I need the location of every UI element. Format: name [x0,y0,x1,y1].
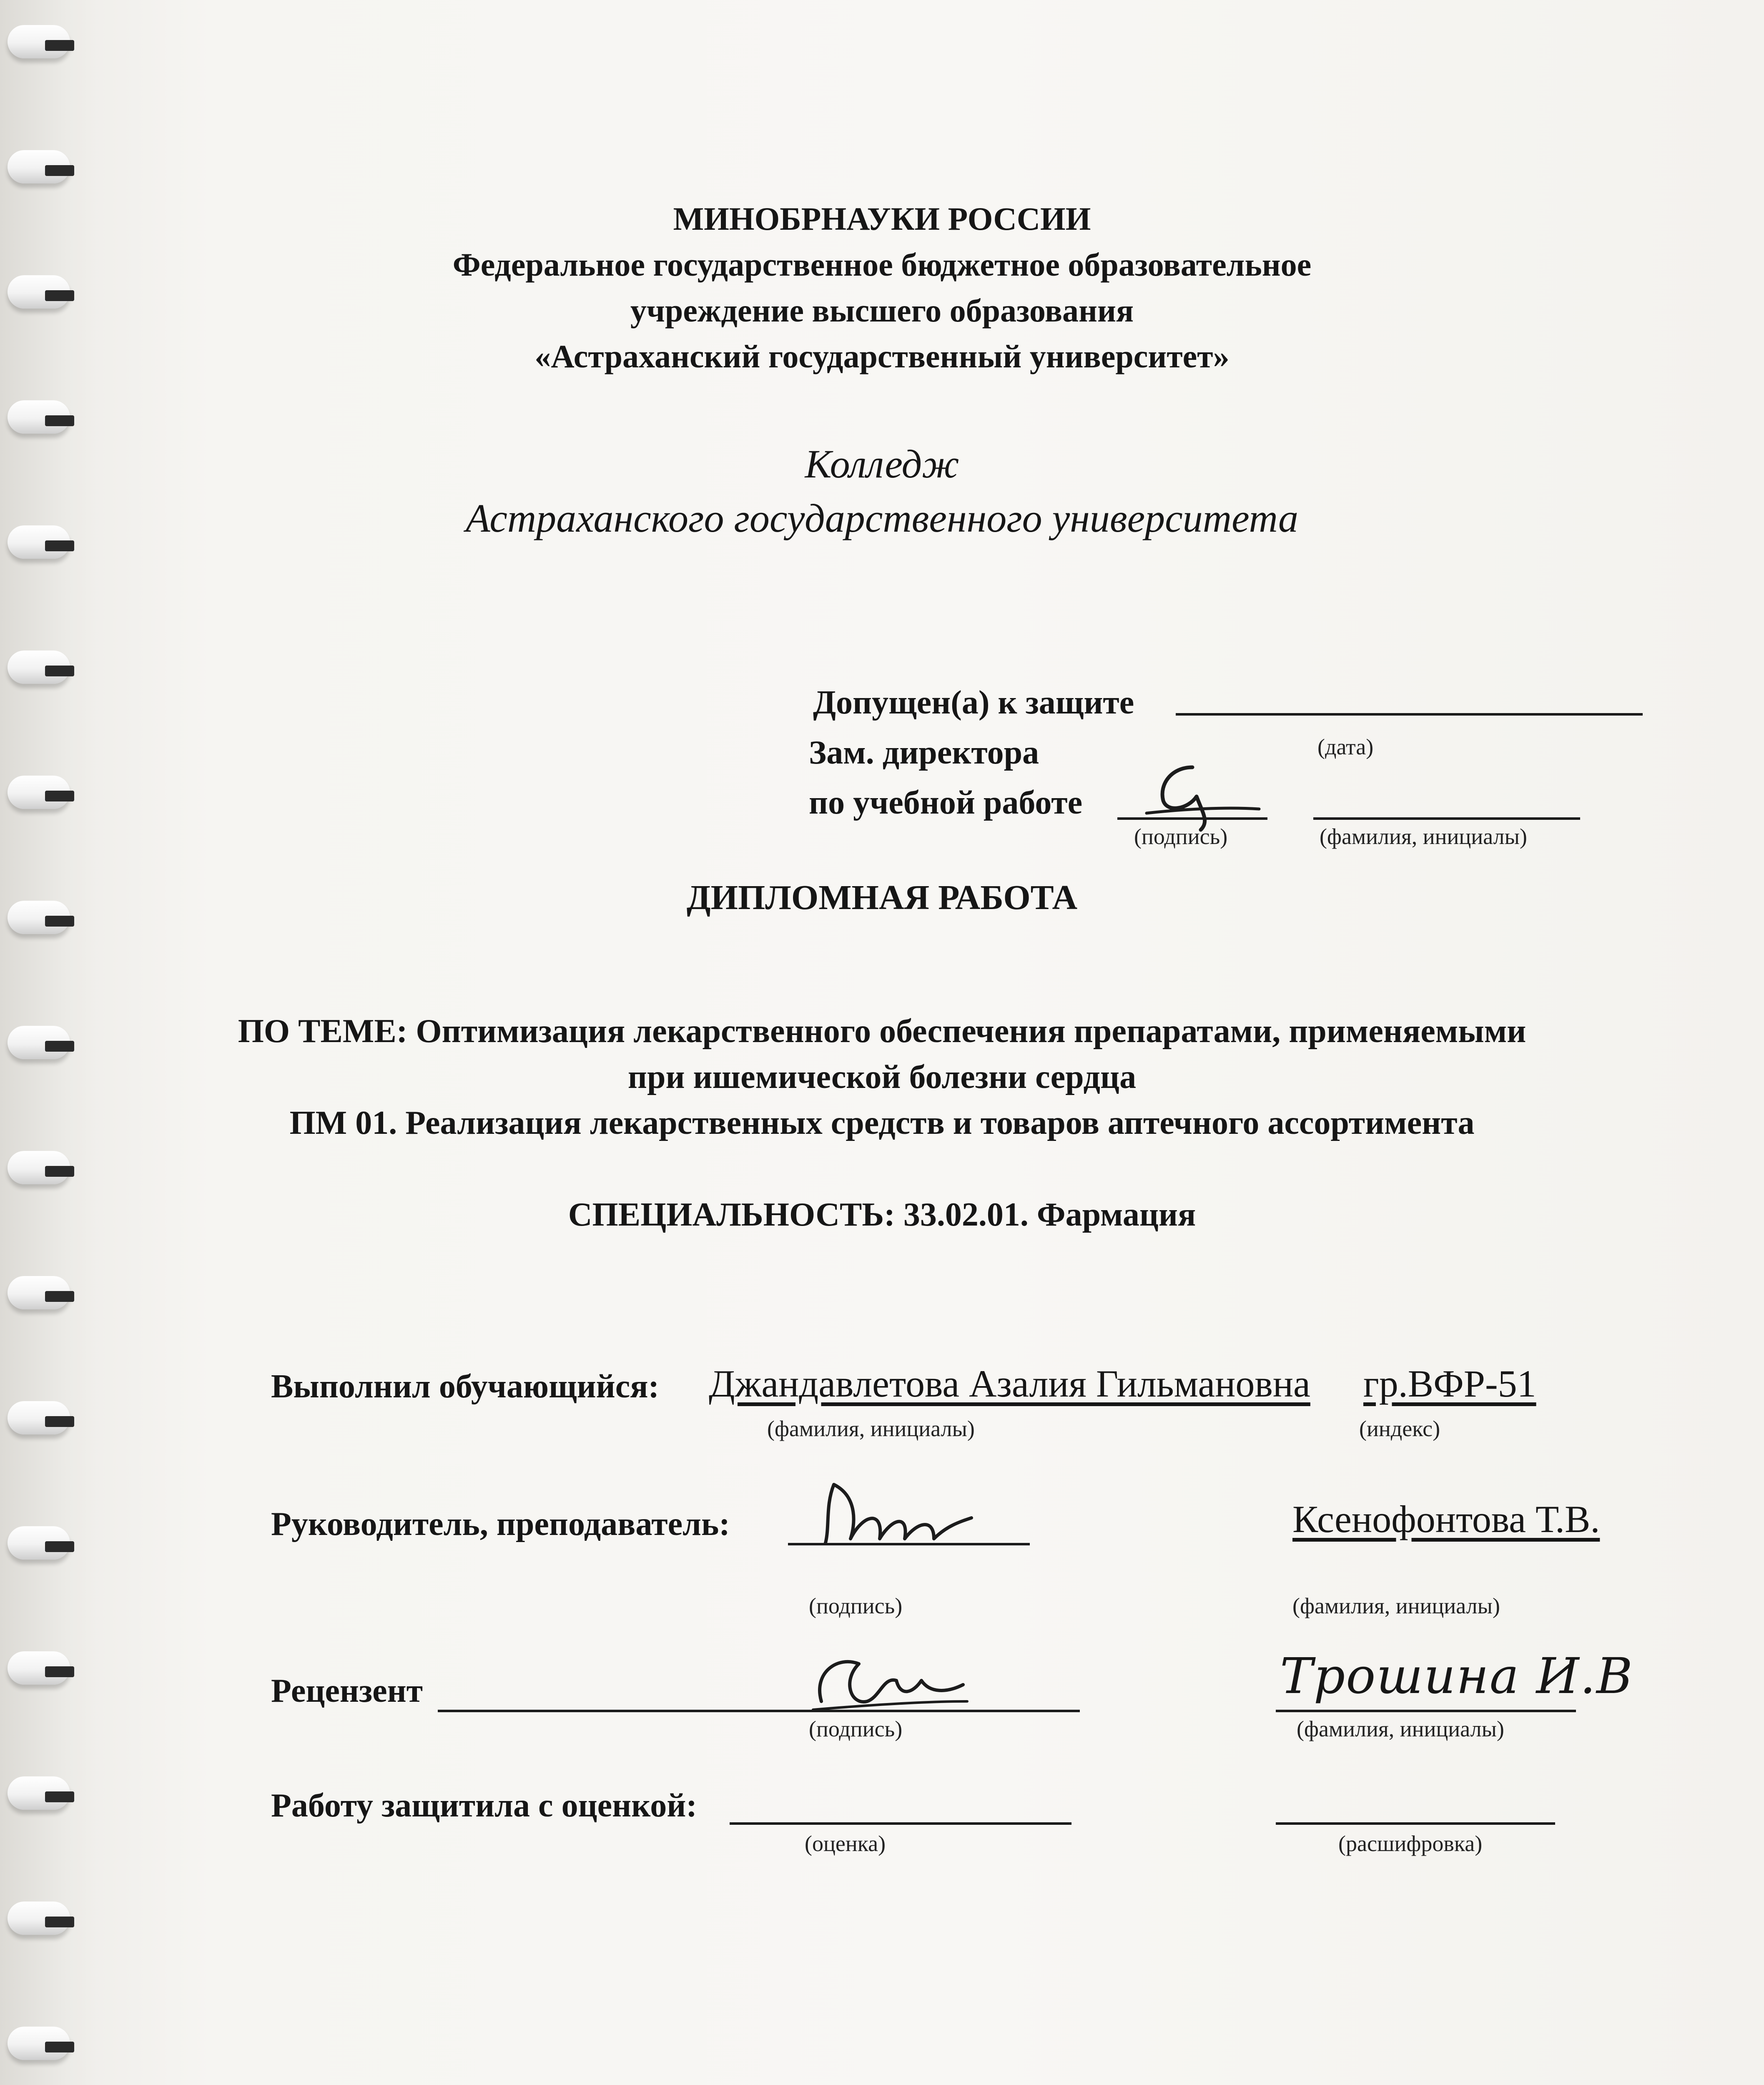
supervisor-name-caption: (фамилия, инициалы) [1292,1593,1500,1618]
binding-ring [8,25,70,58]
binding-ring [8,1902,70,1935]
binding-ring [8,1776,70,1810]
institution-line-2: учреждение высшего образования [630,292,1134,329]
supervisor-name: Ксенофонтова Т.В. [1292,1498,1600,1540]
date-caption: (дата) [1317,734,1374,759]
binding-ring [8,1401,70,1434]
topic-line-2: при ишемической болезни сердца [627,1059,1137,1095]
defense-grade-line [730,1822,1071,1825]
deputy-signature-caption: (подпись) [1134,824,1228,849]
student-name-caption: (фамилия, инициалы) [767,1416,975,1441]
binding-ring [8,1651,70,1685]
admitted-label: Допущен(а) к защите [813,684,1134,721]
deputy-label-line-1: Зам. директора [809,734,1039,771]
binding-ring [8,2027,70,2060]
reviewer-signature-caption: (подпись) [809,1716,903,1741]
student-label: Выполнил обучающийся: [271,1368,660,1405]
binding-ring [8,776,70,809]
binding-ring [8,1151,70,1184]
institution-line-1: Федеральное государственное бюджетное образовательное [452,246,1312,283]
reviewer-handwritten-name: Трошина И.В [1280,1647,1634,1705]
ministry-name: МИНОБРНАУКИ РОССИИ [673,201,1091,237]
reviewer-signature [796,1639,971,1726]
deputy-name-line [1313,817,1580,820]
deputy-label-line-2: по учебной работе [809,784,1083,821]
defense-decode-caption: (расшифровка) [1338,1831,1483,1856]
deputy-name-caption: (фамилия, инициалы) [1320,824,1527,849]
reviewer-name-caption: (фамилия, инициалы) [1297,1716,1504,1741]
student-group-caption: (индекс) [1359,1416,1440,1441]
reviewer-signature-line [438,1710,1080,1712]
defense-decode-line [1276,1822,1555,1825]
supervisor-signature [809,1468,984,1560]
topic-line-1: ПО ТЕМЕ: Оптимизация лекарственного обеспечения препаратами, применяемыми [238,1013,1526,1050]
student-group: гр.ВФР-51 [1363,1362,1536,1405]
supervisor-label: Руководитель, преподаватель: [271,1506,730,1542]
reviewer-name-line [1276,1710,1576,1712]
admission-date-line [1176,713,1643,716]
binding-ring [8,150,70,183]
binding-ring [8,400,70,434]
defense-grade-caption: (оценка) [805,1831,886,1856]
binding-ring [8,651,70,684]
institution-line-3: «Астраханский государственный университет» [534,338,1230,374]
module-title: ПМ 01. Реализация лекарственных средств и товаров аптечного ассортимента [289,1105,1475,1141]
defense-label: Работу защитила с оценкой: [271,1787,698,1824]
deputy-signature [1134,751,1267,834]
work-type: ДИПЛОМНАЯ РАБОТА [686,878,1078,917]
supervisor-signature-caption: (подпись) [809,1593,903,1618]
college-line-1: Колледж [805,442,959,486]
college-line-2: Астраханского государственного университета [466,496,1298,540]
specialty: СПЕЦИАЛЬНОСТЬ: 33.02.01. Фармация [568,1196,1196,1233]
binding-ring [8,1276,70,1309]
reviewer-label: Рецензент [271,1673,423,1709]
binding-ring [8,1526,70,1560]
student-name: Джандавлетова Азалия Гильмановна [709,1362,1310,1405]
